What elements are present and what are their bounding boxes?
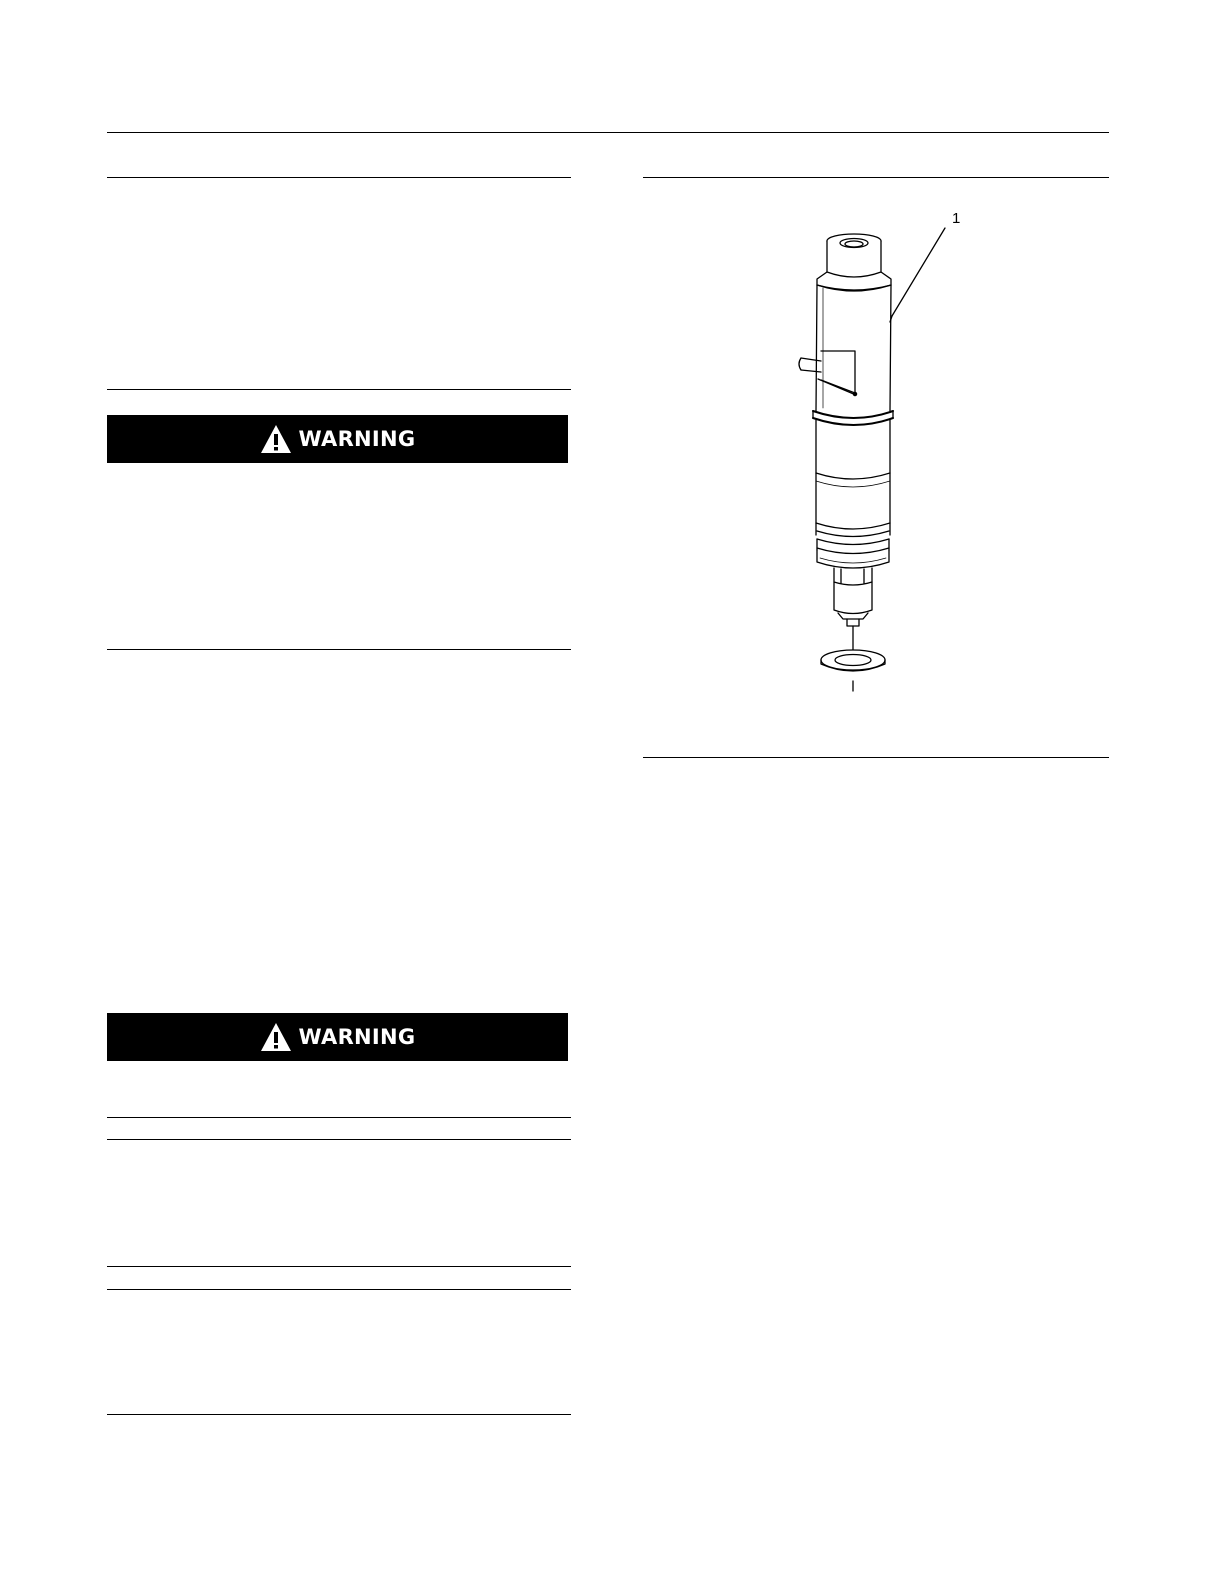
warning-triangle-icon [260, 424, 292, 454]
section-divider [643, 177, 1109, 178]
warning-banner [107, 415, 568, 463]
warning-label: WARNING [298, 426, 416, 451]
section-divider [107, 1266, 571, 1267]
page-header-rule [107, 132, 1109, 133]
section-divider [107, 177, 571, 178]
section-divider [107, 649, 571, 650]
warning-banner [107, 1013, 568, 1061]
section-divider [107, 389, 571, 390]
fuel-injector-illustration [780, 205, 980, 700]
section-divider [107, 1139, 571, 1140]
warning-label: WARNING [298, 1024, 416, 1049]
section-divider [107, 1414, 571, 1415]
section-divider [107, 1117, 571, 1118]
section-divider [643, 757, 1109, 758]
warning-triangle-icon [260, 1022, 292, 1052]
callout-label: 1 [952, 210, 961, 227]
section-divider [107, 1289, 571, 1290]
